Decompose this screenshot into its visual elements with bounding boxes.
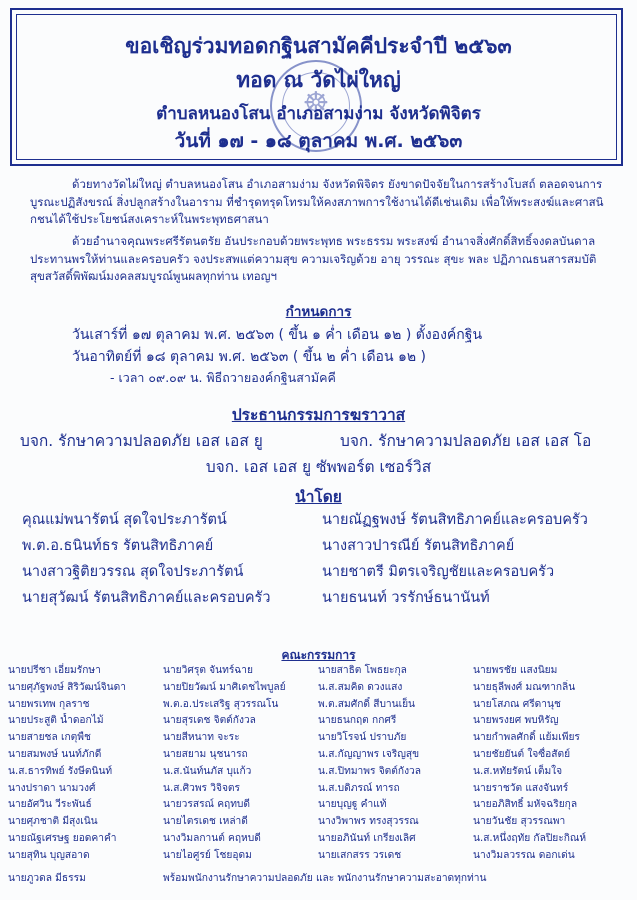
committee-member: นายประสูติ น้ำดอกไม้ bbox=[8, 715, 104, 727]
lead-name: คุณแม่พนารัตน์ สุดใจประภารัตน์ bbox=[22, 512, 227, 528]
committee-member: นายบุญฐู คำแท้ bbox=[318, 799, 387, 811]
committee-member: นางวิมลวรรณ ดอกเด่น bbox=[473, 849, 575, 861]
committee-member: นายเสกสรร วรเดช bbox=[318, 849, 402, 861]
committee-last-row bbox=[8, 871, 633, 888]
invitation-title: ขอเชิญร่วมทอดกฐินสามัคคีประจำปี ๒๕๖๓ bbox=[125, 34, 512, 58]
committee-member: นายสยาม นุชนารถ bbox=[163, 748, 248, 760]
committee-member: นายสุทิน บุญสอาด bbox=[8, 849, 90, 861]
committee-member: นายสุรเดช จิตต์กังวล bbox=[163, 715, 256, 727]
lead-name: พ.ต.อ.ธนินท์ธร รัตนสิทธิภาคย์ bbox=[22, 538, 214, 554]
committee-member: นายพรเทพ กุลราช bbox=[8, 698, 90, 710]
committee-member: นายวิศรุต จันทร์ฉาย bbox=[163, 665, 253, 676]
committee-member: น.ส.หนึ่งฤทัย กัลปิยะกิณห์ bbox=[473, 832, 587, 844]
lead-name: นายณัฏฐพงษ์ รัตนสิทธิภาคย์และครอบครัว bbox=[322, 512, 588, 528]
committee-member: น.ส.บดิภรณ์ ทารถ bbox=[318, 782, 400, 794]
committee-member: พ.ต.อ.ประเสริฐ สุวรรณโน bbox=[163, 698, 279, 710]
committee-member: นางวิพาพร ทรงสุวรรณ bbox=[318, 816, 419, 828]
lead-name: นายชาตรี มิตรเจริญชัยและครอบครัว bbox=[322, 564, 555, 580]
temple-name: ทอด ณ วัดไผ่ใหญ่ bbox=[236, 68, 401, 92]
committee-member: นางปราดา นามวงศ์ bbox=[8, 782, 96, 794]
schedule-saturday: วันเสาร์ที่ ๑๗ ตุลาคม พ.ศ. ๒๕๖๓ ( ขึ้น ๑ ค่ำ เดือน ๑๒ ) ตั้งองค์กฐิน bbox=[72, 327, 483, 343]
committee-member: นายภูวดล มีธรรม bbox=[8, 873, 86, 884]
committee-member: นายศุภชาติ มีสุงเนิน bbox=[8, 816, 98, 828]
chair-company-right: บจก. รักษาความปลอดภัย เอส เอส โอ bbox=[340, 432, 592, 450]
committee-member: นายวรสรณ์ คฤทบดี bbox=[163, 799, 251, 811]
committee-member: นายวันชัย สุวรรณพา bbox=[473, 816, 566, 828]
committee-member: นายไตรเดช เหล่าดี bbox=[163, 816, 248, 828]
committee-member: นายราชวัต แสงจันทร์ bbox=[473, 782, 569, 794]
chair-company-left: บจก. รักษาความปลอดภัย เอส เอส ยู bbox=[20, 432, 263, 450]
lead-names-grid bbox=[22, 510, 622, 608]
committee-member: นายโสภณ ศรีดานุช bbox=[473, 698, 561, 710]
committee-member: นายชัยยันต์ ใจซื่อสัตย์ bbox=[473, 748, 571, 760]
committee-closing-note: พร้อมพนักงานรักษาความปลอดภัย และ พนักงานรักษาความสะอาดทุกท่าน bbox=[163, 873, 487, 884]
committee-member: นายศุภัฐพงษ์ สิริวัฒน์จินดา bbox=[8, 681, 126, 693]
committee-member: นายอัศวิน วีระพันธ์ bbox=[8, 799, 92, 811]
intro-paragraph-1: ด้วยทางวัดไผ่ใหญ่ ตำบลหนองโสน อำเภอสามง่าม จังหวัดพิจิตร ยังขาดปัจจัยในการสร้างโบสถ์ ตลอดจนการบูรณะปฏิสังขรณ์ สิ่งปลูกสร้างในอาราม ที่ชำรุดทรุดโทรมให้คงสภาพการใช้งานได้ดีเช่นเดิม เพื่อให้พระสงฆ์และศาสนิกชนได้ใช้ประโยชน์สงเคราะห์ในพระพุทธศาสนา bbox=[30, 177, 604, 226]
committee-member: น.ส.ปิทมาพร จิตต์กังวล bbox=[318, 765, 422, 777]
committee-member: น.ส.ธารทิพย์ รังษีตนินท์ bbox=[8, 765, 113, 777]
committee-member: น.ส.ศิวพร วิจิจตร bbox=[163, 782, 241, 794]
committee-member: นายไอศูรย์ โชยอุดม bbox=[163, 849, 252, 861]
committee-member: นายพรชัย แสงนิยม bbox=[473, 665, 558, 676]
chair-company-center: บจก. เอส เอส ยู ซัพพอร์ต เซอร์วิส bbox=[205, 458, 432, 476]
committee-grid bbox=[8, 663, 633, 865]
committee-member: นายกำพลศักดิ์ แย้มเพียร bbox=[473, 732, 580, 744]
committee-member: นายวิโรจน์ ปราบภัย bbox=[318, 732, 407, 744]
lead-name: นางสาวปารณีย์ รัตนสิทธิภาคย์ bbox=[322, 538, 515, 554]
lead-name: นางสาวฐิติยวรรณ สุดใจประภารัตน์ bbox=[22, 564, 244, 580]
committee-member: น.ส.หทัยรัตน์ เต็มใจ bbox=[473, 765, 563, 777]
committee-member: นางวิมลกานต์ คฤหบดี bbox=[163, 832, 261, 844]
committee-member: นายปิยวัฒน์ มาศิเดชไพบูลย์ bbox=[163, 681, 286, 693]
committee-member: นายสมพงษ์ นนท์ภักดี bbox=[8, 748, 102, 760]
lead-name: นายสุวัฒน์ รัตนสิทธิภาคย์และครอบครัว bbox=[22, 590, 271, 606]
committee-title: คณะกรรมการ bbox=[281, 648, 356, 662]
schedule-sunday: วันอาทิตย์ที่ ๑๘ ตุลาคม พ.ศ. ๒๕๖๓ ( ขึ้น ๒ ค่ำ เดือน ๑๒ ) bbox=[72, 349, 427, 365]
committee-member: นายสายชล เกตุพืช bbox=[8, 732, 91, 744]
committee-member: นายธนกฤต กกศรี bbox=[318, 715, 397, 727]
intro-paragraph-2: ด้วยอำนาจคุณพระศรีรัตนตรัย อันประกอบด้วยพระพุทธ พระธรรม พระสงฆ์ อำนาจสิ่งศักดิ์สิทธิ์จงดลบันดาลประทานพรให้ท่านและครอบครัว จงประสพแต่ความสุข ความเจริญด้วย อายุ วรรณะ สุขะ พละ ปฏิภาณธนสารสมบัติ สุขสวัสดิ์พิพัฒน์มงคลสมบูรณ์พูนผลทุกท่าน เทอญฯ bbox=[30, 234, 597, 283]
committee-member: น.ส.สมคิด ดวงแสง bbox=[318, 681, 403, 693]
committee-member: นายสาธิต โพธยะกุล bbox=[318, 665, 407, 676]
committee-member: พ.ต.สมศักดิ์ สีบานเย็น bbox=[318, 698, 416, 710]
committee-member: น.ส.กัญญาพร เจริญสุข bbox=[318, 748, 420, 760]
committee-member: นายอภินันท์ เกรียงเลิศ bbox=[318, 832, 416, 844]
committee-member: นายอภิสิทธิ์ มหัจฉริยกุล bbox=[473, 799, 578, 811]
committee-member: นายปรีชา เอี่ยมรักษา bbox=[8, 665, 101, 676]
committee-member: นายณัฐเศรษฐ ยอดคาคำ bbox=[8, 832, 117, 844]
committee-member: นายพรงยศ พบหิรัญ bbox=[473, 715, 559, 727]
temple-location: ตำบลหนองโสน อำเภอสามง่าม จังหวัดพิจิตร bbox=[156, 104, 481, 124]
schedule-title: กำหนดการ bbox=[285, 304, 352, 320]
lead-title: นำโดย bbox=[295, 488, 342, 506]
committee-member: น.ส.นันท์นภัส บุแก้ว bbox=[163, 765, 252, 777]
chair-title: ประธานกรรมการฆราวาส bbox=[231, 406, 406, 424]
lead-name: นายธนนท์ วรรักษ์ธนานันท์ bbox=[322, 590, 490, 606]
committee-member: นายธุลีพงศ์ มณฑากลิ่น bbox=[473, 681, 576, 693]
schedule-time: - เวลา ๐๙.๐๙ น. พิธีถวายองค์กฐินสามัคคี bbox=[110, 370, 336, 385]
committee-member: นายสีหนาท จะระ bbox=[163, 732, 240, 744]
ceremony-dates: วันที่ ๑๗ - ๑๘ ตุลาคม พ.ศ. ๒๕๖๓ bbox=[174, 130, 463, 152]
